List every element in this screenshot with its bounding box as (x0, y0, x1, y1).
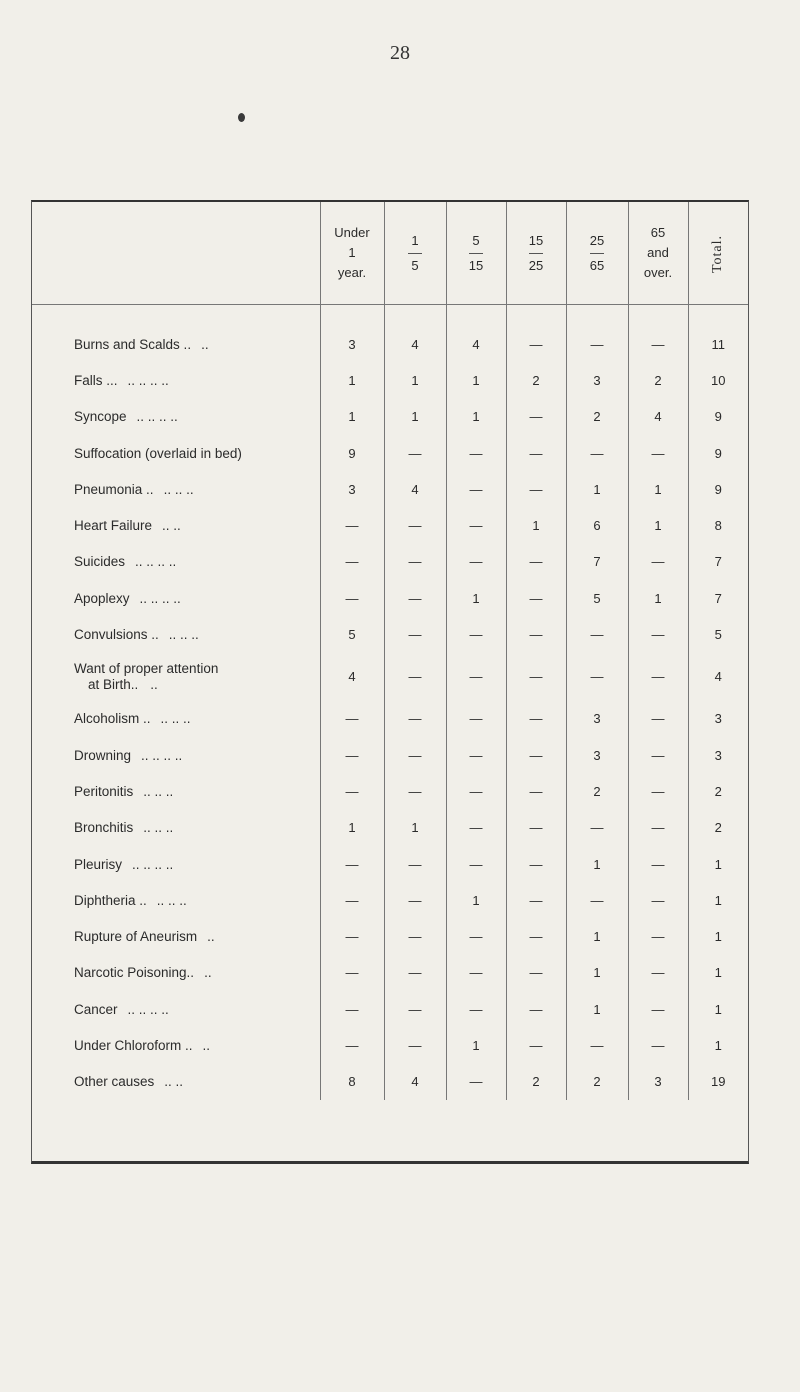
cause-label (32, 882, 320, 918)
leader-dots: .. .. .. (143, 783, 174, 799)
age-group-cell: — (628, 544, 688, 580)
header-5-15: 5 15 (446, 202, 506, 305)
age-group-cell: 3 (566, 362, 628, 398)
age-group-cell: — (384, 507, 446, 543)
cause-label (32, 1027, 320, 1063)
age-group-cell: — (384, 882, 446, 918)
age-group-cell: — (506, 1027, 566, 1063)
age-group-cell: 3 (566, 701, 628, 737)
age-group-cell: — (506, 737, 566, 773)
cause-label (32, 580, 320, 616)
age-group-cell: — (446, 737, 506, 773)
age-group-cell: — (506, 882, 566, 918)
age-group-cell: — (506, 773, 566, 809)
age-group-cell: — (446, 507, 506, 543)
table-row (32, 507, 748, 543)
age-group-cell: 1 (384, 810, 446, 846)
age-group-cell: — (506, 471, 566, 507)
age-group-cell: — (628, 846, 688, 882)
age-group-cell: 1 (446, 362, 506, 398)
total-cell: 1 (688, 918, 748, 954)
age-group-cell: — (628, 701, 688, 737)
age-group-cell: 4 (320, 653, 384, 701)
leader-dots: .. (150, 676, 158, 692)
age-group-cell: 3 (320, 326, 384, 362)
leader-dots: .. .. .. (143, 820, 174, 836)
age-group-cell: 1 (446, 882, 506, 918)
age-group-cell: — (506, 435, 566, 471)
leader-dots: .. (202, 1037, 211, 1053)
age-group-cell: — (566, 653, 628, 701)
cause-label-text: Suffocation (overlaid in bed) (74, 445, 242, 461)
age-group-cell: — (384, 846, 446, 882)
age-group-cell: — (628, 918, 688, 954)
table-row (32, 544, 748, 580)
cause-label-text: Drowning (74, 747, 132, 763)
leader-dots: .. .. .. .. (127, 372, 169, 388)
leader-dots: .. .. .. .. (132, 856, 174, 872)
age-group-cell: — (506, 955, 566, 991)
age-group-cell: 1 (628, 507, 688, 543)
total-cell: 7 (688, 544, 748, 580)
age-group-cell: — (320, 544, 384, 580)
cause-label (32, 810, 320, 846)
total-cell: 1 (688, 991, 748, 1027)
total-cell: 7 (688, 580, 748, 616)
table-row (32, 810, 748, 846)
age-group-cell: — (506, 580, 566, 616)
age-group-cell: 3 (566, 737, 628, 773)
header-under-1-year: Under 1 year. (320, 202, 384, 305)
total-cell: 8 (688, 507, 748, 543)
age-group-cell: — (320, 580, 384, 616)
cause-label (32, 435, 320, 471)
age-group-cell: — (628, 773, 688, 809)
cause-label-text: Heart Failure (74, 518, 153, 534)
leader-dots: .. .. .. (156, 892, 187, 908)
cause-label (32, 616, 320, 652)
age-group-cell: 4 (446, 326, 506, 362)
cause-label (32, 326, 320, 362)
cause-label-text: Convulsions .. (74, 627, 159, 643)
age-group-cell: — (446, 846, 506, 882)
age-group-cell: 2 (566, 399, 628, 435)
table-row (32, 616, 748, 652)
leader-dots: .. .. .. .. (136, 409, 178, 425)
cause-label (32, 1064, 320, 1100)
age-group-cell: — (320, 773, 384, 809)
age-group-cell: 4 (384, 471, 446, 507)
age-group-cell: — (506, 846, 566, 882)
age-group-cell: 4 (628, 399, 688, 435)
cause-label (32, 362, 320, 398)
cause-label-line1: Want of proper attention (74, 660, 219, 676)
cause-label-text: Bronchitis (74, 820, 134, 836)
total-cell: 2 (688, 810, 748, 846)
age-group-cell: — (446, 701, 506, 737)
age-group-cell: — (446, 810, 506, 846)
leader-dots: .. (207, 929, 215, 945)
cause-label (32, 507, 320, 543)
leader-dots: .. .. (162, 518, 181, 534)
table-row (32, 955, 748, 991)
age-group-cell: — (320, 991, 384, 1027)
age-group-cell: — (446, 955, 506, 991)
age-group-cell: 6 (566, 507, 628, 543)
cause-label (32, 991, 320, 1027)
cause-label (32, 918, 320, 954)
table-row (32, 362, 748, 398)
ink-mark (238, 113, 245, 122)
cause-label-text: Under Chloroform .. (74, 1037, 193, 1053)
cause-label-text: Falls ... (74, 372, 118, 388)
header-cause (32, 202, 320, 305)
table-row (32, 737, 748, 773)
total-cell: 1 (688, 882, 748, 918)
age-group-cell: 1 (566, 955, 628, 991)
age-group-cell: — (628, 326, 688, 362)
age-group-cell: — (384, 1027, 446, 1063)
age-group-cell: — (566, 616, 628, 652)
age-group-cell: — (320, 882, 384, 918)
cause-label-text: Pleurisy (74, 856, 123, 872)
cause-label-text: Cancer (74, 1001, 118, 1017)
data-table (32, 202, 748, 1100)
age-group-cell: — (628, 435, 688, 471)
cause-label-text: Alcoholism .. (74, 711, 151, 727)
table-row (32, 773, 748, 809)
cause-label-text: Pneumonia .. (74, 481, 154, 497)
age-group-cell: 1 (384, 399, 446, 435)
age-group-cell: — (628, 653, 688, 701)
age-group-cell: 1 (506, 507, 566, 543)
age-group-cell: — (506, 918, 566, 954)
age-group-cell: — (506, 653, 566, 701)
cause-label-text: Burns and Scalds .. (74, 336, 192, 352)
age-group-cell: 1 (566, 471, 628, 507)
table-row (32, 701, 748, 737)
cause-label-text: Syncope (74, 409, 127, 425)
age-group-cell: — (384, 701, 446, 737)
age-group-cell: — (628, 882, 688, 918)
age-group-cell: 2 (506, 362, 566, 398)
age-group-cell: — (506, 701, 566, 737)
header-25-65: 25 65 (566, 202, 628, 305)
age-group-cell: 1 (566, 918, 628, 954)
table-row (32, 580, 748, 616)
cause-label-text: Rupture of Aneurism (74, 929, 198, 945)
age-group-cell: 4 (384, 326, 446, 362)
cause-label (32, 471, 320, 507)
age-group-cell: 1 (320, 399, 384, 435)
age-group-cell: 3 (628, 1064, 688, 1100)
age-group-cell: 1 (446, 1027, 506, 1063)
total-cell: 9 (688, 399, 748, 435)
header-total: Total. (688, 202, 748, 305)
table-row (32, 653, 748, 701)
total-cell: 19 (688, 1064, 748, 1100)
age-group-cell: 5 (566, 580, 628, 616)
cause-label-text: Suicides (74, 554, 126, 570)
cause-label (32, 653, 320, 701)
age-group-cell: — (446, 991, 506, 1027)
age-group-cell: — (506, 810, 566, 846)
cause-label (32, 544, 320, 580)
page-number: 28 (390, 42, 410, 64)
age-group-cell: 9 (320, 435, 384, 471)
total-cell: 9 (688, 471, 748, 507)
age-group-cell: 1 (566, 991, 628, 1027)
table-row (32, 991, 748, 1027)
age-group-cell: 2 (628, 362, 688, 398)
age-group-cell: 7 (566, 544, 628, 580)
age-group-cell: 2 (506, 1064, 566, 1100)
leader-dots: .. .. .. (168, 627, 199, 643)
age-group-cell: 1 (628, 471, 688, 507)
age-group-cell: — (384, 991, 446, 1027)
cause-label (32, 737, 320, 773)
cause-label-text: Diphtheria .. (74, 892, 147, 908)
age-group-cell: — (628, 1027, 688, 1063)
leader-dots: .. .. .. .. (135, 554, 177, 570)
cause-label (32, 399, 320, 435)
age-group-cell: — (446, 435, 506, 471)
age-group-cell: — (628, 991, 688, 1027)
age-group-cell: 5 (320, 616, 384, 652)
age-group-cell: — (384, 918, 446, 954)
age-group-cell: — (628, 616, 688, 652)
age-group-cell: — (566, 1027, 628, 1063)
leader-dots: .. .. .. (160, 711, 191, 727)
age-group-cell: — (566, 882, 628, 918)
age-group-cell: — (384, 773, 446, 809)
age-group-cell: 3 (320, 471, 384, 507)
age-group-cell: — (628, 737, 688, 773)
age-group-cell: — (320, 737, 384, 773)
leader-dots: .. .. .. (163, 481, 194, 497)
table-row (32, 326, 748, 362)
age-group-cell: — (320, 846, 384, 882)
age-group-cell: — (446, 1064, 506, 1100)
cause-label-text: Peritonitis (74, 783, 134, 799)
leader-dots: .. .. .. .. (127, 1001, 169, 1017)
age-group-cell: — (384, 616, 446, 652)
age-group-cell: — (566, 810, 628, 846)
age-group-cell: 1 (446, 580, 506, 616)
header-row (32, 202, 748, 305)
cause-label (32, 846, 320, 882)
total-cell: 1 (688, 1027, 748, 1063)
age-group-cell: — (384, 653, 446, 701)
leader-dots: .. .. .. .. (139, 590, 181, 606)
header-1-5: 1 5 (384, 202, 446, 305)
age-group-cell: — (320, 701, 384, 737)
total-cell: 3 (688, 701, 748, 737)
age-group-cell: — (320, 1027, 384, 1063)
total-cell: 1 (688, 955, 748, 991)
table-row (32, 918, 748, 954)
leader-dots: .. (201, 336, 209, 352)
age-group-cell: 8 (320, 1064, 384, 1100)
cause-label (32, 773, 320, 809)
leader-dots: .. .. .. .. (141, 747, 183, 763)
total-cell: 10 (688, 362, 748, 398)
total-cell: 5 (688, 616, 748, 652)
age-group-cell: 2 (566, 773, 628, 809)
age-group-cell: — (506, 544, 566, 580)
age-group-cell: — (566, 326, 628, 362)
age-group-cell: — (320, 507, 384, 543)
age-group-cell: 1 (446, 399, 506, 435)
header-65-and-over: 65 and over. (628, 202, 688, 305)
age-group-cell: 1 (628, 580, 688, 616)
age-group-cell: — (566, 435, 628, 471)
age-group-cell: — (384, 955, 446, 991)
age-group-cell: 1 (384, 362, 446, 398)
leader-dots: .. .. (164, 1074, 184, 1090)
causes-of-death-table (31, 200, 749, 1164)
age-group-cell: 4 (384, 1064, 446, 1100)
total-cell: 9 (688, 435, 748, 471)
table-row (32, 846, 748, 882)
cause-label-line2: at Birth.. (88, 676, 139, 692)
total-cell: 11 (688, 326, 748, 362)
cause-label-text: Narcotic Poisoning.. (74, 965, 195, 981)
age-group-cell: 2 (566, 1064, 628, 1100)
age-group-cell: — (506, 399, 566, 435)
age-group-cell: — (446, 653, 506, 701)
table-body (32, 305, 748, 1100)
table-row (32, 399, 748, 435)
header-15-25: 15 25 (506, 202, 566, 305)
age-group-cell: — (446, 616, 506, 652)
cause-label (32, 955, 320, 991)
table-row (32, 1027, 748, 1063)
leader-dots: .. (204, 965, 212, 981)
age-group-cell: — (384, 544, 446, 580)
age-group-cell: — (320, 918, 384, 954)
cause-label-text: Other causes (74, 1074, 155, 1090)
table-row (32, 882, 748, 918)
total-cell: 1 (688, 846, 748, 882)
age-group-cell: 1 (320, 362, 384, 398)
cause-label (32, 701, 320, 737)
total-cell: 4 (688, 653, 748, 701)
total-cell: 3 (688, 737, 748, 773)
table-row (32, 471, 748, 507)
age-group-cell: — (628, 810, 688, 846)
table-row (32, 435, 748, 471)
age-group-cell: — (506, 326, 566, 362)
age-group-cell: — (446, 544, 506, 580)
age-group-cell: 1 (566, 846, 628, 882)
table-row (32, 1064, 748, 1100)
age-group-cell: 1 (320, 810, 384, 846)
age-group-cell: — (320, 955, 384, 991)
age-group-cell: — (446, 773, 506, 809)
age-group-cell: — (628, 955, 688, 991)
age-group-cell: — (446, 471, 506, 507)
total-cell: 2 (688, 773, 748, 809)
age-group-cell: — (384, 737, 446, 773)
age-group-cell: — (384, 435, 446, 471)
age-group-cell: — (506, 616, 566, 652)
age-group-cell: — (446, 918, 506, 954)
age-group-cell: — (506, 991, 566, 1027)
age-group-cell: — (384, 580, 446, 616)
cause-label-text: Apoplexy (74, 590, 130, 606)
